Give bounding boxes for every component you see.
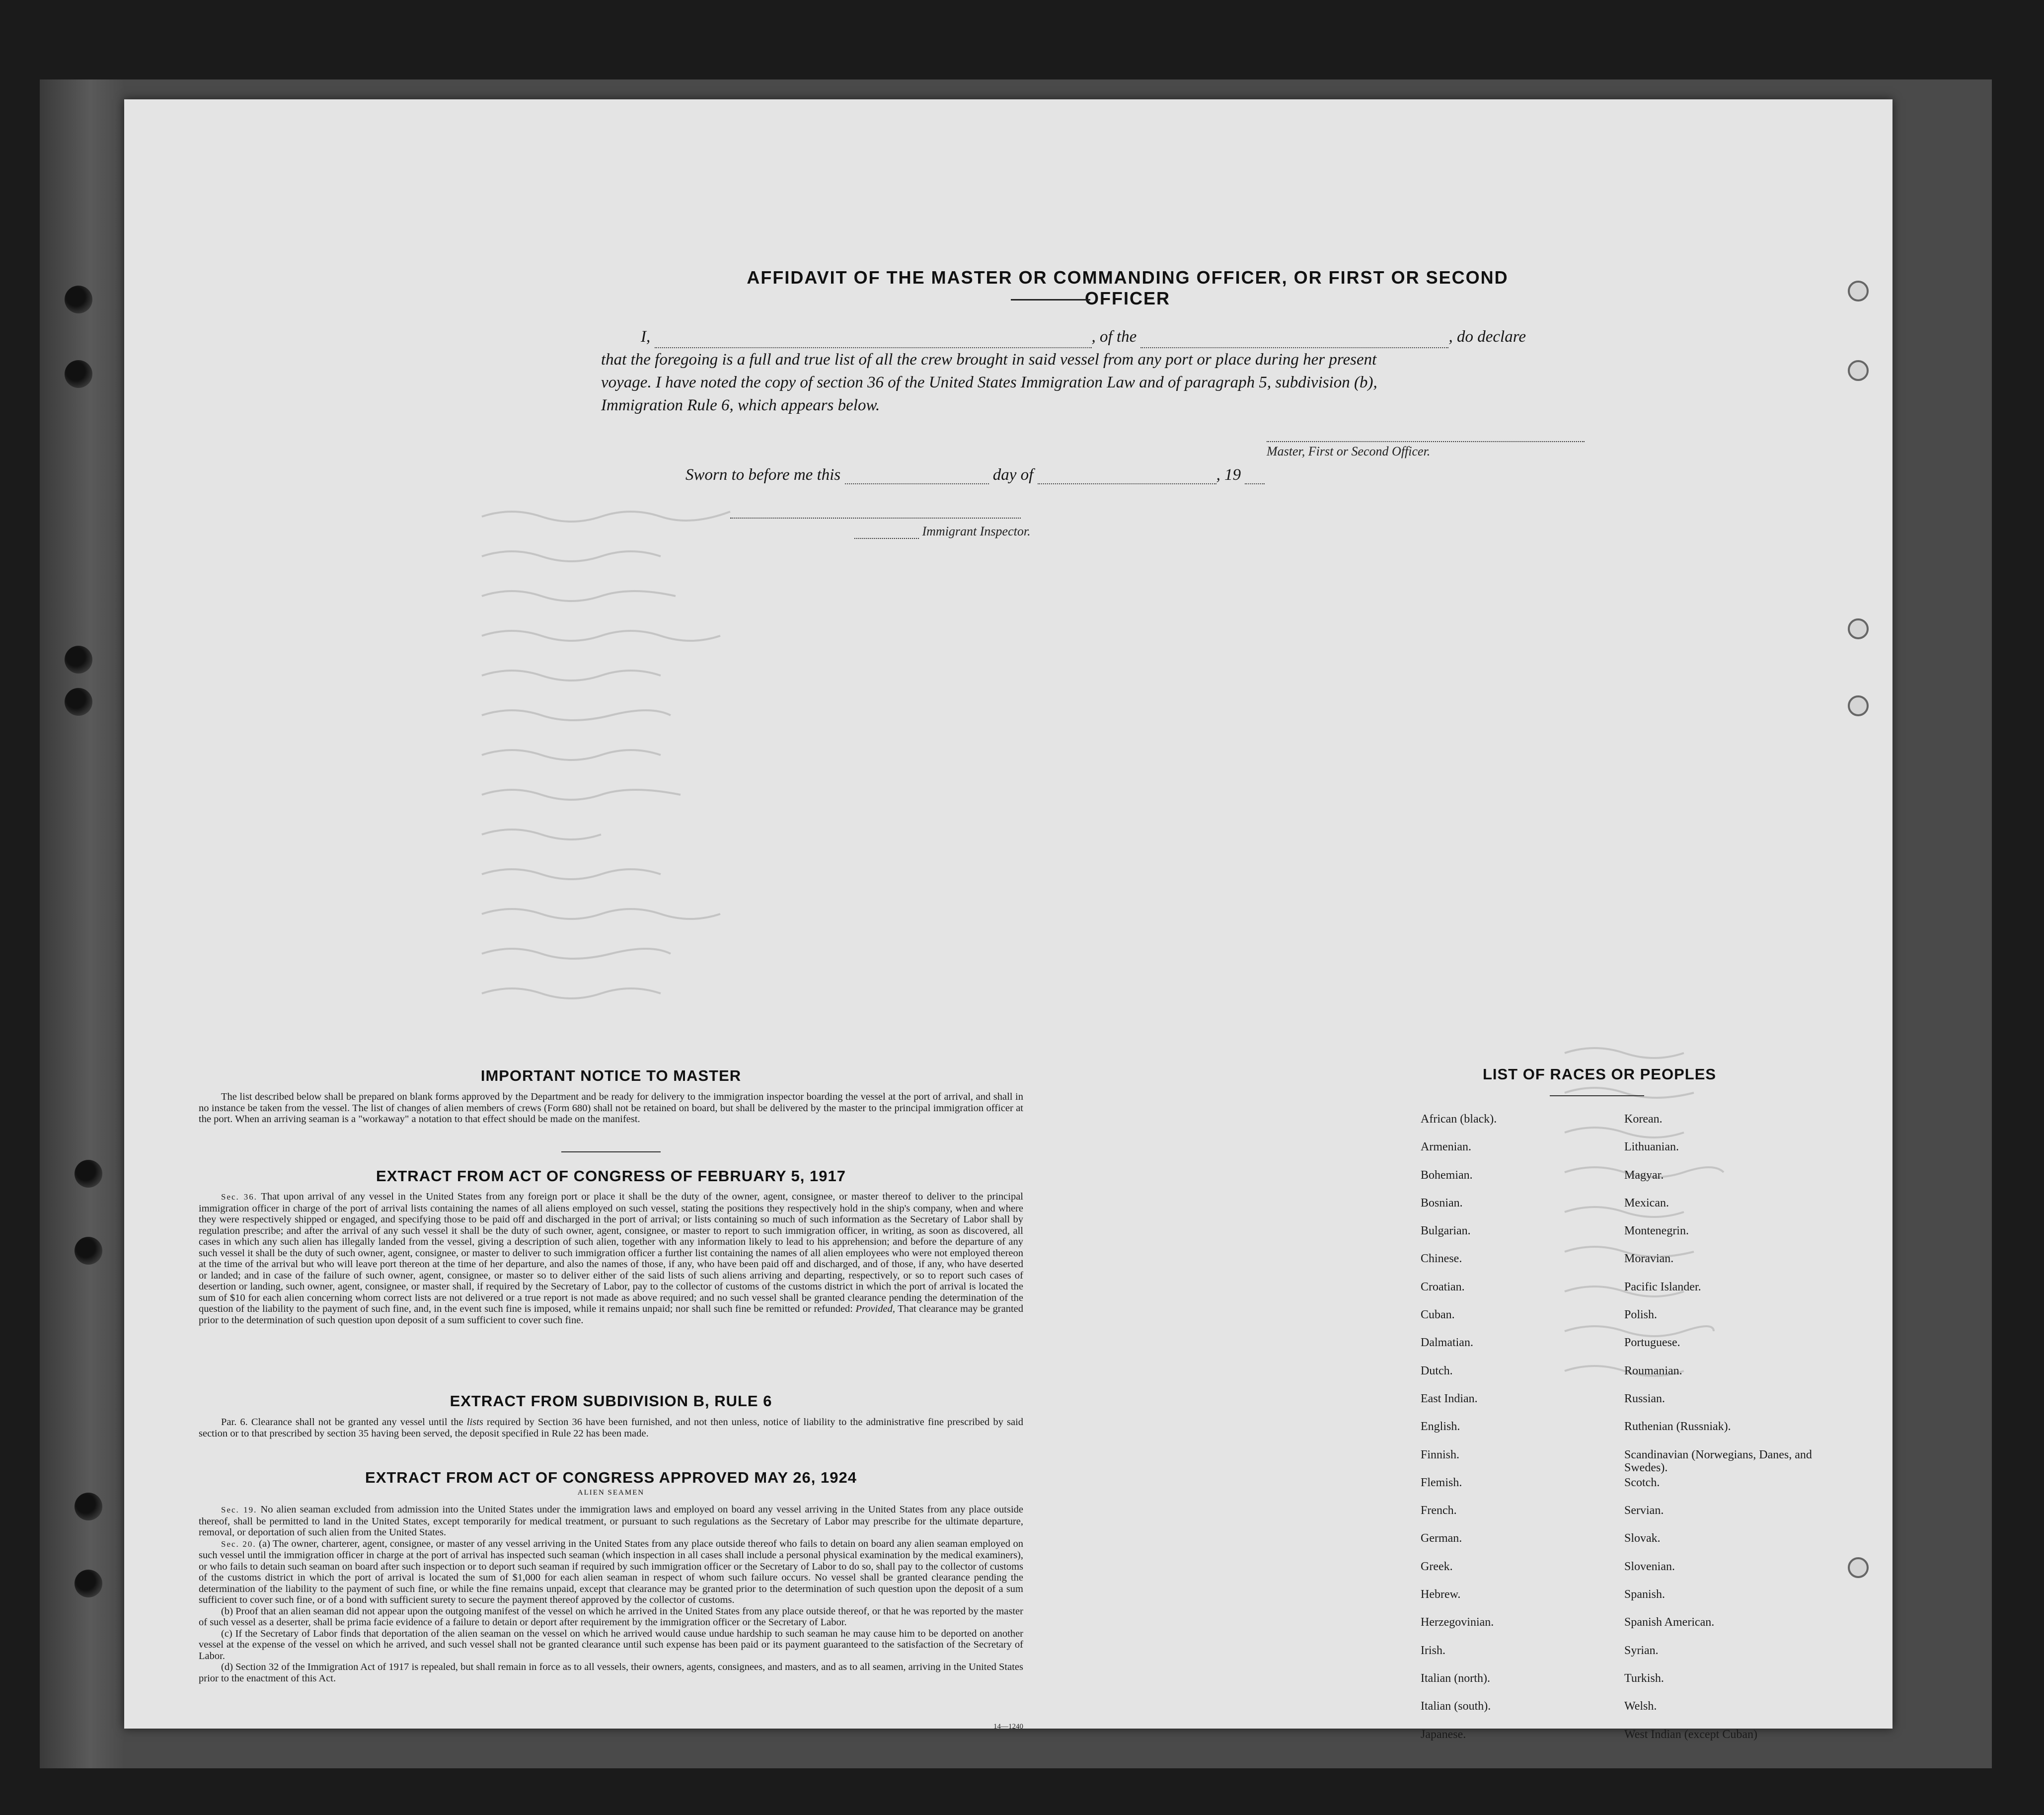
race-item: Pacific Islander. <box>1624 1280 1701 1293</box>
race-item: Bulgarian. <box>1421 1224 1471 1238</box>
race-item: Slovak. <box>1624 1532 1661 1545</box>
punch-hole <box>1848 281 1869 302</box>
binder-hole <box>75 1237 102 1265</box>
binder-hole <box>75 1570 102 1597</box>
declaration-line-2: that the foregoing is a full and true list of all the crew brought in said vessel from any port or place during her present <box>601 351 1377 369</box>
race-item: Ruthenian (Russniak). <box>1624 1420 1731 1434</box>
race-item: Syrian. <box>1624 1644 1659 1657</box>
race-item: Hebrew. <box>1421 1588 1461 1601</box>
binder-hole <box>65 646 92 674</box>
document-page <box>124 99 1893 1741</box>
binder-hole <box>75 1160 102 1188</box>
rule-6-text: Par. 6. Clearance shall not be granted any vessel until the lists required by Section 36 have been furnished, and not then unless, notice of liability to the administrative fine prescribed by said section or to that prescribed by section 35 having been served, the deposit specified in Rule 22 has been made. <box>199 1417 1024 1439</box>
race-item: Croatian. <box>1421 1280 1465 1293</box>
race-item: Turkish. <box>1624 1671 1664 1685</box>
extract-1924-title: EXTRACT FROM ACT OF CONGRESS APPROVED MAY 26, 1924 <box>365 1469 857 1486</box>
race-item: East Indian. <box>1421 1392 1478 1405</box>
race-item: Lithuanian. <box>1624 1140 1679 1154</box>
punch-hole <box>1848 618 1869 639</box>
races-right-column <box>1624 1113 1843 1756</box>
race-item: Spanish. <box>1624 1588 1665 1601</box>
sworn-day-blank[interactable] <box>845 483 989 484</box>
extract-1917-text: Sec. 36. That upon arrival of any vessel in the United States from any foreign port or place it shall be the duty of the owner, agent, consignee, or master thereof to deliver to the principal immigration officer in charge of the port of arrival lists containing the names of all aliens employed on such vessel, stating the positions they respectively hold in the ship's company, when and where they were respectively shipped or engaged, and specifying those to be paid off and discharged in the port of arrival; or lists containing so much of such information as the Secretary of Labor shall by regulation prescribe; and after the arrival of any such vessel it shall be the duty of such owner, agent, consignee, or master to report to such immigration officer, in writing, as soon as discovered, all cases in which any such alien has illegally landed from the vessel, giving a description of such alien, together with any information likely to lead to his apprehension; and before the departure of any such vessel it shall be the duty of such owner, agent, consignee, or master to deliver to such immigration officer a further list containing the names of all alien employees who were not employed thereon at the time of the arrival but who will leave port thereon at the time of her departure, and also the names of those, if any, who have been paid off and discharged, and of those, if any, who have deserted or landed; and in case of the failure of such owner, agent, consignee, or master so to deliver either of the said lists of such aliens arriving and departing, respectively, or so to report such cases of desertion or landing, such owner, agent, consignee, or master shall, if required by the Secretary of Labor, pay to the collector of customs of the customs district in which the port of arrival is located the sum of $10 for each alien concerning whom correct lists are not delivered or a true report is not made as above required; and no such vessel shall be granted clearance pending the determination of the question of the liability to the payment of such fine, and, in the event such fine is imposed, while it remains unpaid; nor shall such fine be remitted or refunded: Provided, That clearance may be granted prior to the determination of such question upon deposit of a sum sufficient to cover such fine. <box>199 1191 1024 1326</box>
declaration-line-1: I, , of the , do declare <box>641 325 1614 348</box>
binder-hole <box>75 1493 102 1520</box>
race-item: Spanish American. <box>1624 1616 1715 1629</box>
race-item: Roumanian. <box>1624 1364 1682 1377</box>
race-item: Dutch. <box>1421 1364 1453 1377</box>
race-item: French. <box>1421 1504 1457 1517</box>
race-item: Servian. <box>1624 1504 1664 1517</box>
race-item: Japanese. <box>1421 1728 1466 1741</box>
race-item: Montenegrin. <box>1624 1224 1689 1238</box>
race-item: Polish. <box>1624 1308 1658 1322</box>
race-item: Dalmatian. <box>1421 1336 1473 1350</box>
race-item: Slovenian. <box>1624 1560 1675 1573</box>
inspector-signature-line[interactable] <box>730 518 1021 519</box>
binder-hole <box>65 688 92 716</box>
binder-hole <box>65 286 92 313</box>
punch-hole <box>1848 695 1869 716</box>
race-item: Cuban. <box>1421 1308 1455 1322</box>
declaration-line-4: Immigration Rule 6, which appears below. <box>601 396 880 414</box>
master-signature-line[interactable] <box>1267 441 1585 442</box>
race-item: Bohemian. <box>1421 1168 1473 1182</box>
punch-hole <box>1848 1557 1869 1578</box>
punch-hole <box>1848 360 1869 381</box>
section-divider <box>561 1151 661 1152</box>
notice-text: The list described below shall be prepared on blank forms approved by the Department and be ready for delivery to the immigration inspector boarding the vessel at the port of arrival, and shall in no instance be taken from the vessel. The list of changes of alien members of crews (Form 680) shall not be retained on board, but shall be delivered by the master to the principal immigration officer at the port. When an arriving seaman is a "workaway" a notation to that effect should be made on the manifest. <box>199 1091 1023 1125</box>
notice-title: IMPORTANT NOTICE TO MASTER <box>480 1067 742 1084</box>
race-item: Russian. <box>1624 1392 1665 1405</box>
title-divider <box>1011 299 1090 301</box>
extract-1917-title: EXTRACT FROM ACT OF CONGRESS OF FEBRUARY 5, 1917 <box>376 1167 846 1185</box>
race-item: Bosnian. <box>1421 1196 1463 1210</box>
race-item: Flemish. <box>1421 1476 1462 1489</box>
race-item: Moravian. <box>1624 1252 1674 1266</box>
race-item: Chinese. <box>1421 1252 1462 1266</box>
races-left-column <box>1421 1113 1609 1756</box>
binder-hole <box>65 360 92 388</box>
races-list-title: LIST OF RACES OR PEOPLES <box>1482 1065 1717 1083</box>
race-item: Herzegovinian. <box>1421 1616 1494 1629</box>
race-item: Italian (south). <box>1421 1700 1491 1713</box>
race-item: Finnish. <box>1421 1448 1460 1461</box>
race-item: West Indian (except Cuban) <box>1624 1728 1757 1741</box>
race-item: Scandinavian (Norwegians, Danes, and Swedes). <box>1624 1448 1812 1474</box>
master-signature-caption: Master, First or Second Officer. <box>1267 444 1431 458</box>
sworn-month-blank[interactable] <box>1038 483 1216 484</box>
sworn-year-blank[interactable] <box>1245 483 1265 484</box>
extract-1924-text: Sec. 19. No alien seaman excluded from admission into the United States under the immigration laws and employed on board any vessel arriving in the United States from any place outside thereof, shall be permitted to land in the United States, except temporarily for medical treatment, or pursuant to such regulations as the Secretary of Labor may prescribe for the ultimate departure, removal, or deportation of such alien from the United States. Sec. 20. (a) The owner, charterer, agent, consignee, or master of any vessel arriving in the United States from any place outside thereof who fails to detain on board any alien seaman employed on such vessel until the immigration officer in charge at the port of arrival has inspected such seaman (which inspection in all cases shall include a personal physical examination by the medical examiners), or who fails to detain such seaman on board after such inspection or to deport such seaman if required by such immigration officer or the Secretary of Labor to do so, shall pay to the collector of customs of the customs district in which the port of arrival is located the sum of $1,000 for each alien seaman in respect of whom such failure occurs. No vessel shall be granted clearance pending the determination of the liability to the payment of such fine, or while the fine remains unpaid, except that clearance may be granted prior to the determination of such question upon the deposit of a sum sufficient to cover such fine, or of a bond with sufficient surety to secure the payment thereof approved by the collector of customs. (b) Proof that an alien seaman did not appear upon the outgoing manifest of the vessel on which he arrived in the United States from any place outside thereof, or that he was reported by the master of such vessel as a deserter, shall be prima facie evidence of a failure to detain or deport after requirement by the immigration officer or the Secretary of Labor. (c) If the Secretary of Labor finds that deportation of the alien seaman on the vessel on which he arrived would cause undue hardship to such seaman he may cause him to be deported on another vessel at the expense of the vessel on which he arrived, and such vessel shall not be granted clearance until such expense has been paid or its payment guaranteed to the satisfaction of the Secretary of Labor. (d) Section 32 of the Immigration Act of 1917 is repealed, but shall remain in force as to all vessels, their owners, agents, consignees, and masters, and as to all seamen, arriving in the United States prior to the enactment of this Act. <box>199 1504 1024 1684</box>
declaration-line-3: voyage. I have noted the copy of section 36 of the United States Immigration Law and of paragraph 5, subdivision (b), <box>601 374 1377 391</box>
sworn-statement: Sworn to before me this day of , 19 <box>685 466 1265 484</box>
rule-6-title: EXTRACT FROM SUBDIVISION B, RULE 6 <box>450 1392 772 1410</box>
race-item: Korean. <box>1624 1113 1663 1126</box>
race-item: Greek. <box>1421 1560 1453 1573</box>
race-item: Welsh. <box>1624 1700 1657 1713</box>
alien-seamen-subtitle: ALIEN SEAMEN <box>577 1489 645 1497</box>
race-item: Scotch. <box>1624 1476 1660 1489</box>
affidavit-declaration <box>601 325 1614 417</box>
race-item: Irish. <box>1421 1644 1445 1657</box>
race-item: Mexican. <box>1624 1196 1669 1210</box>
race-item: Portuguese. <box>1624 1336 1680 1350</box>
race-item: African (black). <box>1421 1113 1497 1126</box>
race-item: Italian (north). <box>1421 1671 1490 1685</box>
race-item: Armenian. <box>1421 1140 1471 1154</box>
race-item: Magyar. <box>1624 1168 1664 1182</box>
races-title-divider <box>1550 1095 1644 1096</box>
form-number: 14—1240 <box>993 1723 1023 1731</box>
affidavit-title: AFFIDAVIT OF THE MASTER OR COMMANDING OFFICER, OR FIRST OR SECOND OFFICER <box>747 267 1509 308</box>
race-item: English. <box>1421 1420 1460 1434</box>
inspector-signature-caption: Immigrant Inspector. <box>854 524 1031 539</box>
race-item: German. <box>1421 1532 1462 1545</box>
